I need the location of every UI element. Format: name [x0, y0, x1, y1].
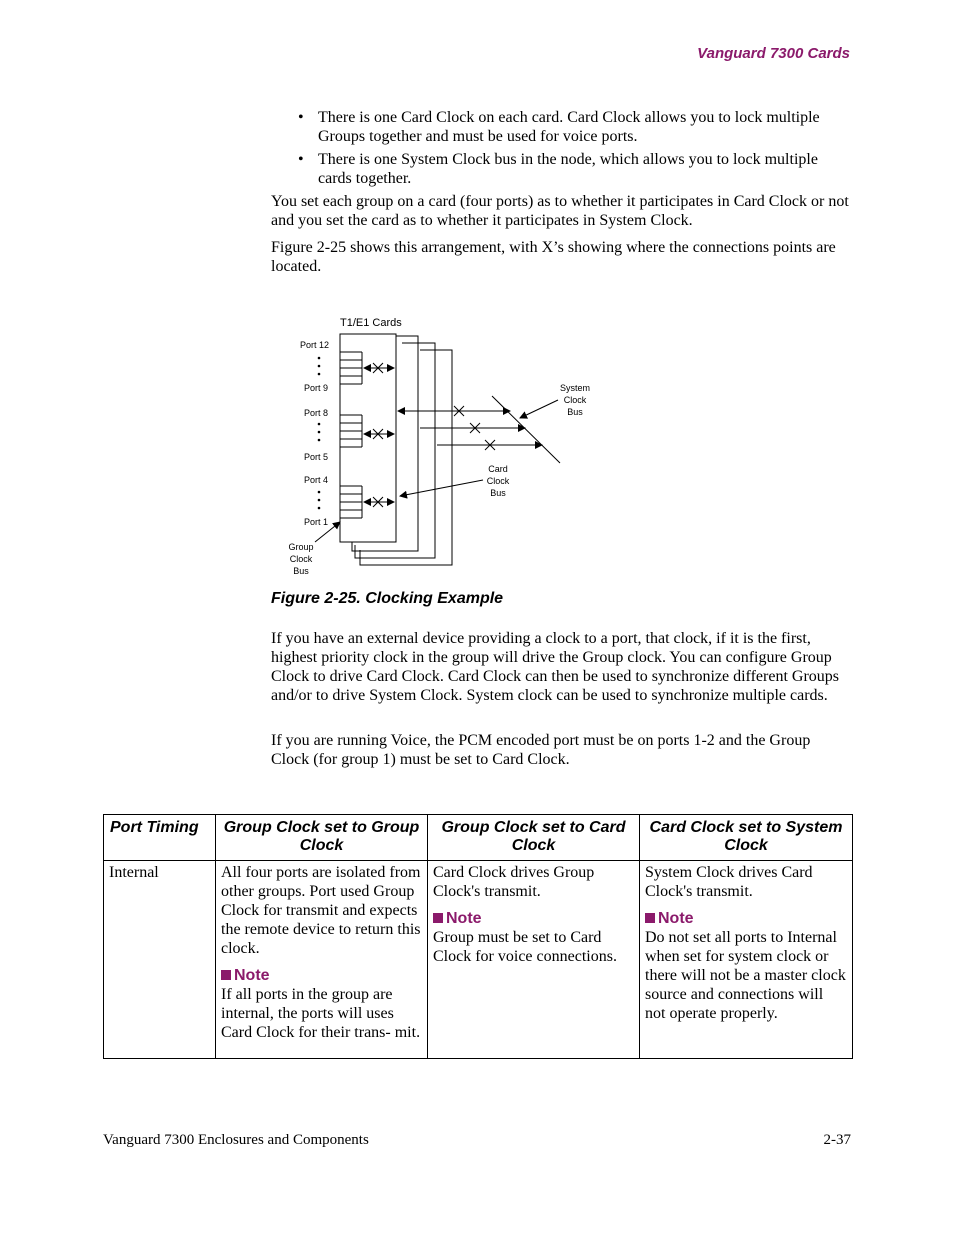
- note-heading: Note: [645, 909, 847, 928]
- label-port8: Port 8: [304, 408, 329, 418]
- label-port4: Port 4: [304, 475, 329, 485]
- figure-caption: Figure 2-25. Clocking Example: [271, 590, 504, 607]
- card-front: [340, 334, 396, 542]
- label-group-clock-bus: Group Clock Bus: [288, 542, 314, 576]
- cell-text: System Clock drives Card Clock's transmit.: [645, 864, 813, 900]
- header-card-to-system: Card Clock set to System Clock: [640, 815, 853, 861]
- label-port12: Port 12: [300, 340, 330, 350]
- footer-page-number: 2-37: [823, 1132, 851, 1148]
- port-timing-table: [103, 814, 853, 1059]
- note-square-icon: [221, 970, 231, 980]
- label-port1: Port 1: [304, 517, 329, 527]
- header-group-to-card: Group Clock set to Card Clock: [428, 815, 640, 861]
- clocking-diagram-svg: [280, 310, 620, 585]
- note-heading: Note: [221, 966, 422, 985]
- list-item: [298, 108, 854, 146]
- running-header: Vanguard 7300 Cards: [697, 45, 850, 62]
- bullet-icon: •: [298, 109, 304, 126]
- bullet-text: There is one System Clock bus in the node, which allows you to lock multiple cards together.: [318, 151, 818, 187]
- bullet-icon: •: [298, 151, 304, 168]
- list-item: [298, 150, 854, 188]
- paragraph-external-clock: If you have an external device providing a clock to a port, that clock, if it is the first, highest priority clock in the group will drive the Group clock. You can configure Group Clock to drive Card Clock. Card Clock can then be used to synchronize different Groups and/or to drive System Clock. System clock can be used to synchronize multiple cards.: [271, 630, 840, 704]
- paragraph-group-participation: You set each group on a card (four ports) as to whether it participates in Card Clock or not and you set the card as to whether it participates in System Clock.: [271, 193, 849, 229]
- label-port5: Port 5: [304, 452, 329, 462]
- note-text: If all ports in the group are internal, the ports will uses Card Clock for their trans- mit.: [221, 986, 421, 1041]
- header-port-timing: Port Timing: [104, 815, 216, 861]
- footer-document-title: Vanguard 7300 Enclosures and Components: [103, 1132, 369, 1148]
- table-row: [104, 861, 853, 1059]
- cell-text: Card Clock drives Group Clock's transmit.: [433, 864, 595, 900]
- note-text: Do not set all ports to Internal when set for system clock or there will not be a master clock source and connections will not operate properly.: [645, 929, 846, 1022]
- table-header-row: [104, 815, 853, 861]
- cell-port-timing: Internal: [104, 861, 216, 1059]
- cell-text: All four ports are isolated from other groups. Port used Group Clock for transmit and expects the remote device to return this clock.: [221, 864, 421, 957]
- figure-title: T1/E1 Cards: [340, 317, 402, 329]
- bullet-list: [298, 108, 854, 192]
- bullet-text: There is one Card Clock on each card. Card Clock allows you to lock multiple Groups together and must be used for voice ports.: [318, 109, 820, 145]
- note-heading: Note: [433, 909, 634, 928]
- label-card-clock-bus: Card Clock Bus: [486, 464, 510, 498]
- note-square-icon: [645, 913, 655, 923]
- note-square-icon: [433, 913, 443, 923]
- paragraph-figure-intro: Figure 2-25 shows this arrangement, with X’s showing where the connections points are located.: [271, 239, 836, 275]
- header-group-to-group: Group Clock set to Group Clock: [216, 815, 428, 861]
- note-text: Group must be set to Card Clock for voice connections.: [433, 929, 617, 965]
- cell-group-to-card: [428, 861, 640, 1059]
- clocking-diagram: [280, 310, 620, 585]
- paragraph-voice: If you are running Voice, the PCM encoded port must be on ports 1-2 and the Group Clock (for group 1) must be set to Card Clock.: [271, 732, 811, 768]
- cell-card-to-system: [640, 861, 853, 1059]
- label-port9: Port 9: [304, 383, 329, 393]
- cell-group-to-group: [216, 861, 428, 1059]
- label-system-clock-bus: System Clock Bus: [559, 383, 590, 417]
